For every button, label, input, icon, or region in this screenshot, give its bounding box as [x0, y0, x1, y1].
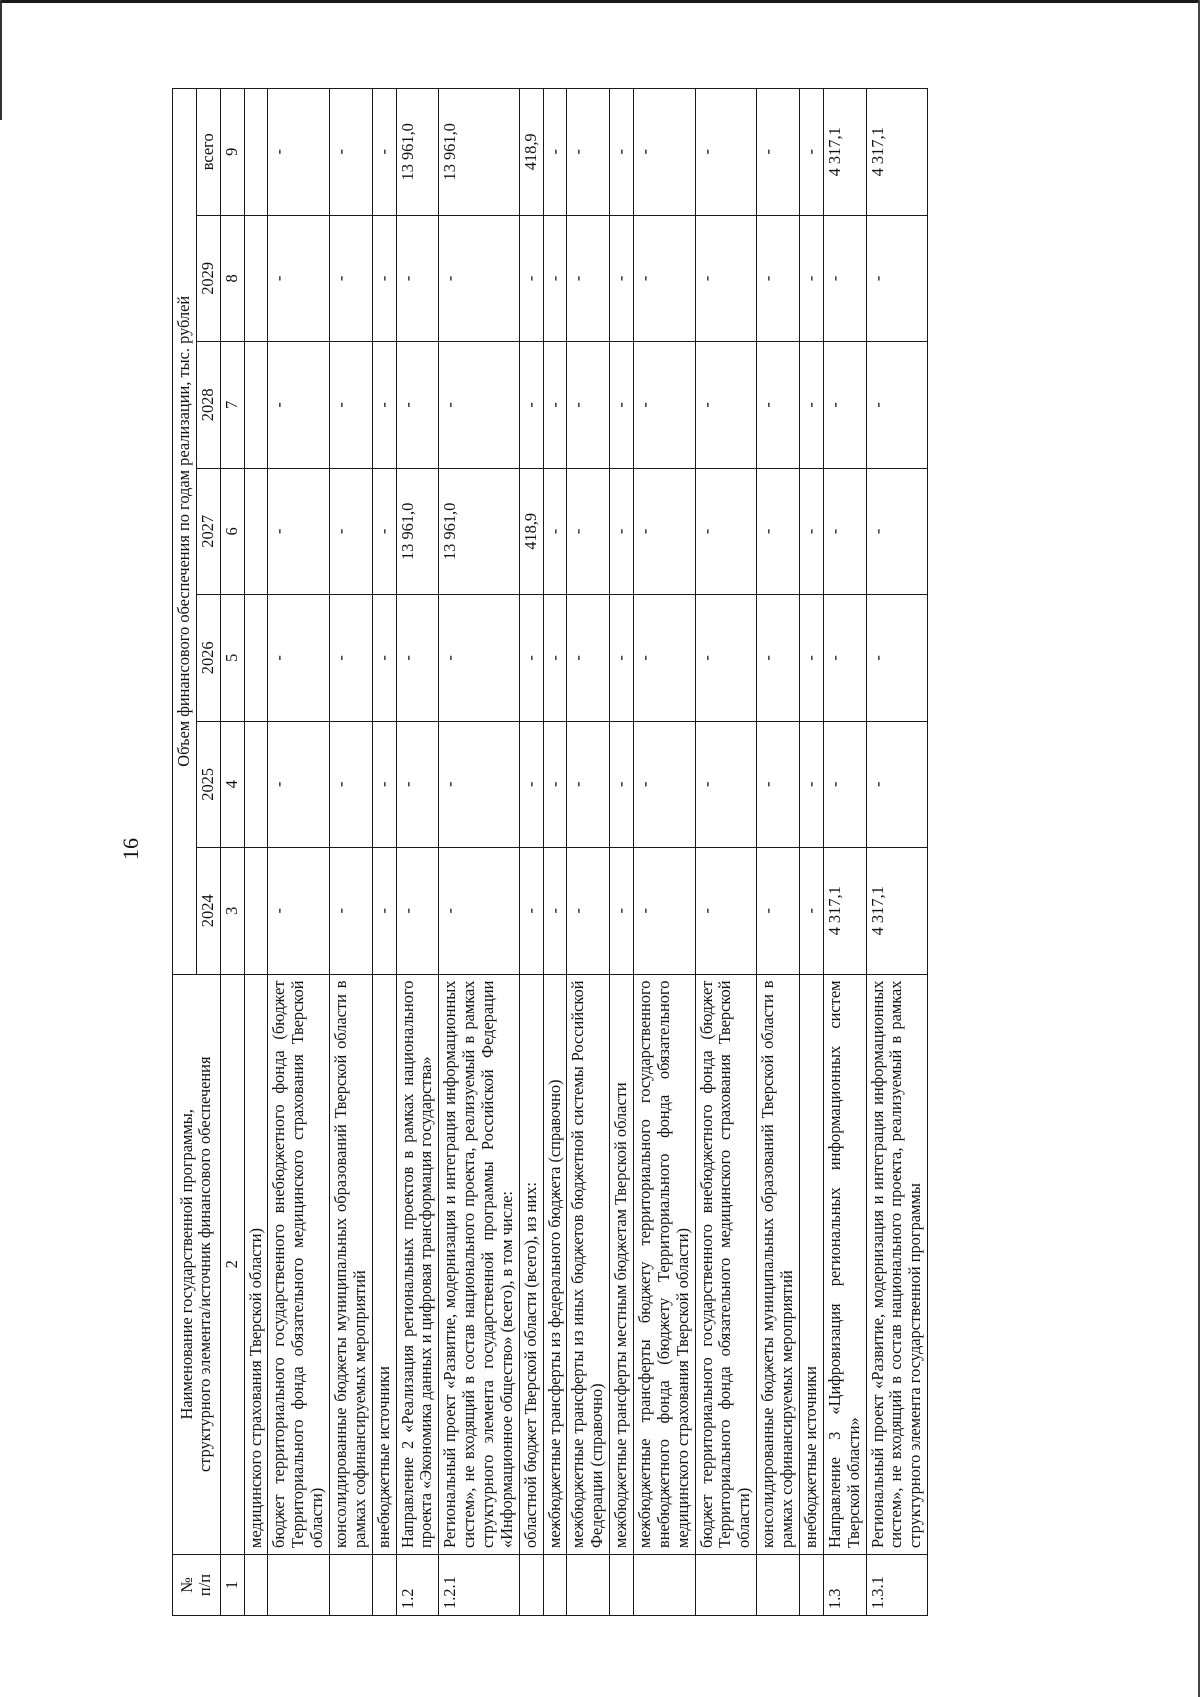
- row-value: -: [543, 595, 567, 721]
- index-cell: 6: [220, 468, 244, 594]
- row-value: -: [567, 215, 610, 341]
- row-total: 13 961,0: [396, 89, 439, 216]
- row-value: -: [823, 215, 866, 341]
- row-name: бюджет территориального государственного внебюджетного фонда (бюджет Территориального фонда обязательного медицинского страхования Тверской области): [268, 974, 330, 1554]
- row-value: -: [519, 848, 543, 974]
- row-name: консолидированные бюджеты муниципальных образований Тверской области в рамках софинансируемых мероприятий: [757, 974, 800, 1554]
- row-value: -: [330, 848, 373, 974]
- page-number: 16: [118, 838, 143, 860]
- table-row: [695, 89, 757, 1616]
- row-value: -: [695, 721, 757, 847]
- header-total: всего: [196, 89, 220, 216]
- index-cell: 7: [220, 342, 244, 468]
- row-value: -: [695, 342, 757, 468]
- row-value: -: [396, 721, 439, 847]
- table-row: [757, 89, 800, 1616]
- row-value: -: [439, 721, 519, 847]
- row-total: 418,9: [519, 89, 543, 216]
- row-value: -: [757, 595, 800, 721]
- row-number: [543, 1555, 567, 1616]
- table-row: [866, 89, 928, 1616]
- header-volume: Объем финансового обеспечения по годам реализации, тыс. рублей: [173, 89, 197, 975]
- row-value: -: [799, 595, 823, 721]
- row-total: -: [610, 89, 634, 216]
- row-name: внебюджетные источники: [372, 974, 396, 1554]
- row-total: 4 317,1: [866, 89, 928, 216]
- row-value: -: [695, 215, 757, 341]
- row-value: -: [268, 468, 330, 594]
- table-row: [439, 89, 519, 1616]
- row-value: -: [634, 721, 696, 847]
- row-value: [244, 595, 268, 721]
- table-row: [268, 89, 330, 1616]
- table-row: [567, 89, 610, 1616]
- row-value: -: [610, 468, 634, 594]
- row-value: -: [396, 215, 439, 341]
- row-total: [244, 89, 268, 216]
- header-year: 2025: [196, 721, 220, 847]
- rotated-table-container: [172, 88, 1172, 1616]
- index-cell: 1: [220, 1555, 244, 1616]
- row-value: -: [823, 595, 866, 721]
- row-value: -: [396, 595, 439, 721]
- row-value: -: [757, 342, 800, 468]
- row-value: -: [799, 342, 823, 468]
- row-value: -: [439, 595, 519, 721]
- index-cell: 3: [220, 848, 244, 974]
- row-total: -: [268, 89, 330, 216]
- row-value: -: [543, 721, 567, 847]
- row-name: консолидированные бюджеты муниципальных образований Тверской области в рамках софинансируемых мероприятий: [330, 974, 373, 1554]
- row-value: -: [567, 468, 610, 594]
- row-value: -: [695, 468, 757, 594]
- row-value: -: [268, 595, 330, 721]
- row-name: межбюджетные трансферты местным бюджетам Тверской области: [610, 974, 634, 1554]
- row-value: -: [866, 215, 928, 341]
- row-number: [244, 1555, 268, 1616]
- row-value: -: [634, 342, 696, 468]
- table-row: [543, 89, 567, 1616]
- row-value: -: [823, 468, 866, 594]
- row-total: -: [330, 89, 373, 216]
- row-number: 1.3: [823, 1555, 866, 1616]
- row-value: -: [866, 721, 928, 847]
- row-value: -: [799, 721, 823, 847]
- table-row: [372, 89, 396, 1616]
- row-number: [268, 1555, 330, 1616]
- table-row: [823, 89, 866, 1616]
- row-value: -: [610, 848, 634, 974]
- index-cell: 5: [220, 595, 244, 721]
- row-value: -: [519, 721, 543, 847]
- page-edge-left: [0, 0, 2, 120]
- table-row: [396, 89, 439, 1616]
- row-value: -: [519, 595, 543, 721]
- header-index-row: [220, 89, 244, 1616]
- row-name: межбюджетные трансферты бюджету территориального государственного внебюджетного фонда (бюджету Территориального фонда обязательного медицинского страхования Тверской области): [634, 974, 696, 1554]
- row-value: -: [543, 215, 567, 341]
- index-cell: 4: [220, 721, 244, 847]
- row-value: -: [330, 595, 373, 721]
- row-name: Направление 2 «Реализация региональных проектов в рамках национального проекта «Экономика данных и цифровая трансформация государства»: [396, 974, 439, 1554]
- table-row: [244, 89, 268, 1616]
- row-name: медицинского страхования Тверской области): [244, 974, 268, 1554]
- row-value: -: [567, 595, 610, 721]
- row-total: 13 961,0: [439, 89, 519, 216]
- row-value: -: [634, 595, 696, 721]
- index-cell: 2: [220, 974, 244, 1554]
- row-number: [695, 1555, 757, 1616]
- table-row: [634, 89, 696, 1616]
- row-number: [610, 1555, 634, 1616]
- row-number: 1.2: [396, 1555, 439, 1616]
- financing-table: [172, 88, 928, 1616]
- row-value: 4 317,1: [866, 848, 928, 974]
- page-edge-top: [0, 0, 1200, 3]
- table-row: [610, 89, 634, 1616]
- row-value: -: [372, 468, 396, 594]
- row-value: -: [268, 215, 330, 341]
- header-row-1: [173, 89, 197, 1616]
- header-num: № п/п: [173, 1555, 221, 1616]
- header-year: 2026: [196, 595, 220, 721]
- row-value: -: [268, 342, 330, 468]
- row-value: -: [610, 595, 634, 721]
- row-total: -: [757, 89, 800, 216]
- row-value: -: [634, 215, 696, 341]
- row-value: -: [634, 848, 696, 974]
- header-year: 2029: [196, 215, 220, 341]
- row-value: -: [695, 595, 757, 721]
- row-value: -: [439, 215, 519, 341]
- row-value: -: [519, 342, 543, 468]
- row-value: -: [372, 721, 396, 847]
- row-number: 1.2.1: [439, 1555, 519, 1616]
- row-name: Региональный проект «Развитие, модернизация и интеграция информационных систем», не входящий в состав национального проекта, реализуемый в рамках структурного элемента государственной программы: [866, 974, 928, 1554]
- row-name: областной бюджет Тверской области (всего), из них:: [519, 974, 543, 1554]
- row-value: -: [519, 215, 543, 341]
- row-value: -: [634, 468, 696, 594]
- row-value: -: [543, 468, 567, 594]
- row-value: -: [330, 215, 373, 341]
- row-value: 13 961,0: [439, 468, 519, 594]
- row-number: [519, 1555, 543, 1616]
- row-value: -: [823, 342, 866, 468]
- row-value: -: [372, 215, 396, 341]
- row-value: -: [799, 215, 823, 341]
- row-value: -: [372, 848, 396, 974]
- row-total: -: [567, 89, 610, 216]
- row-value: -: [757, 848, 800, 974]
- row-value: -: [330, 342, 373, 468]
- row-value: -: [372, 595, 396, 721]
- row-name: Региональный проект «Развитие, модернизация и интеграция информационных систем», не входящий в состав национального проекта, реализуемый в рамках структурного элемента государственной программы Российской Федерации «Информационное общество» (всего), в том числе:: [439, 974, 519, 1554]
- row-value: -: [757, 721, 800, 847]
- row-value: -: [757, 468, 800, 594]
- table-row: [330, 89, 373, 1616]
- row-value: [244, 468, 268, 594]
- table-row: [799, 89, 823, 1616]
- row-total: -: [372, 89, 396, 216]
- row-value: -: [330, 721, 373, 847]
- row-total: -: [799, 89, 823, 216]
- row-value: -: [757, 215, 800, 341]
- row-number: [330, 1555, 373, 1616]
- row-value: 4 317,1: [823, 848, 866, 974]
- row-value: -: [396, 342, 439, 468]
- row-value: -: [268, 848, 330, 974]
- row-value: -: [799, 848, 823, 974]
- index-cell: 9: [220, 89, 244, 216]
- row-name: бюджет территориального государственного внебюджетного фонда (бюджет Территориального фонда обязательного медицинского страхования Тверской области): [695, 974, 757, 1554]
- row-value: -: [543, 848, 567, 974]
- row-number: [757, 1555, 800, 1616]
- row-value: -: [543, 342, 567, 468]
- row-value: -: [610, 721, 634, 847]
- row-number: [799, 1555, 823, 1616]
- row-value: -: [610, 215, 634, 341]
- row-number: [567, 1555, 610, 1616]
- row-value: -: [610, 342, 634, 468]
- row-total: 4 317,1: [823, 89, 866, 216]
- row-value: -: [567, 342, 610, 468]
- row-value: [244, 342, 268, 468]
- row-total: -: [695, 89, 757, 216]
- row-value: [244, 215, 268, 341]
- row-value: -: [439, 848, 519, 974]
- row-name: внебюджетные источники: [799, 974, 823, 1554]
- row-value: -: [695, 848, 757, 974]
- header-year: 2028: [196, 342, 220, 468]
- row-value: 13 961,0: [396, 468, 439, 594]
- header-year: 2027: [196, 468, 220, 594]
- row-name: межбюджетные трансферты из федерального бюджета (справочно): [543, 974, 567, 1554]
- row-number: 1.3.1: [866, 1555, 928, 1616]
- table-body: [244, 89, 928, 1616]
- header-year: 2024: [196, 848, 220, 974]
- row-total: -: [543, 89, 567, 216]
- row-number: [634, 1555, 696, 1616]
- row-name: Направление 3 «Цифровизация региональных информационных систем Тверской области»: [823, 974, 866, 1554]
- row-value: -: [567, 848, 610, 974]
- row-value: -: [567, 721, 610, 847]
- row-value: -: [268, 721, 330, 847]
- row-name: межбюджетные трансферты из иных бюджетов бюджетной системы Российской Федерации (справочно): [567, 974, 610, 1554]
- table-row: [519, 89, 543, 1616]
- row-value: -: [439, 342, 519, 468]
- row-value: [244, 848, 268, 974]
- row-value: -: [396, 848, 439, 974]
- row-value: [244, 721, 268, 847]
- row-value: -: [330, 468, 373, 594]
- index-cell: 8: [220, 215, 244, 341]
- header-name: Наименование государственной программы, структурного элемента/источник финансового обеспечения: [173, 974, 221, 1554]
- row-value: -: [372, 342, 396, 468]
- row-value: -: [866, 342, 928, 468]
- row-value: 418,9: [519, 468, 543, 594]
- row-value: -: [799, 468, 823, 594]
- row-number: [372, 1555, 396, 1616]
- row-value: -: [866, 468, 928, 594]
- row-total: -: [634, 89, 696, 216]
- row-value: -: [823, 721, 866, 847]
- row-value: -: [866, 595, 928, 721]
